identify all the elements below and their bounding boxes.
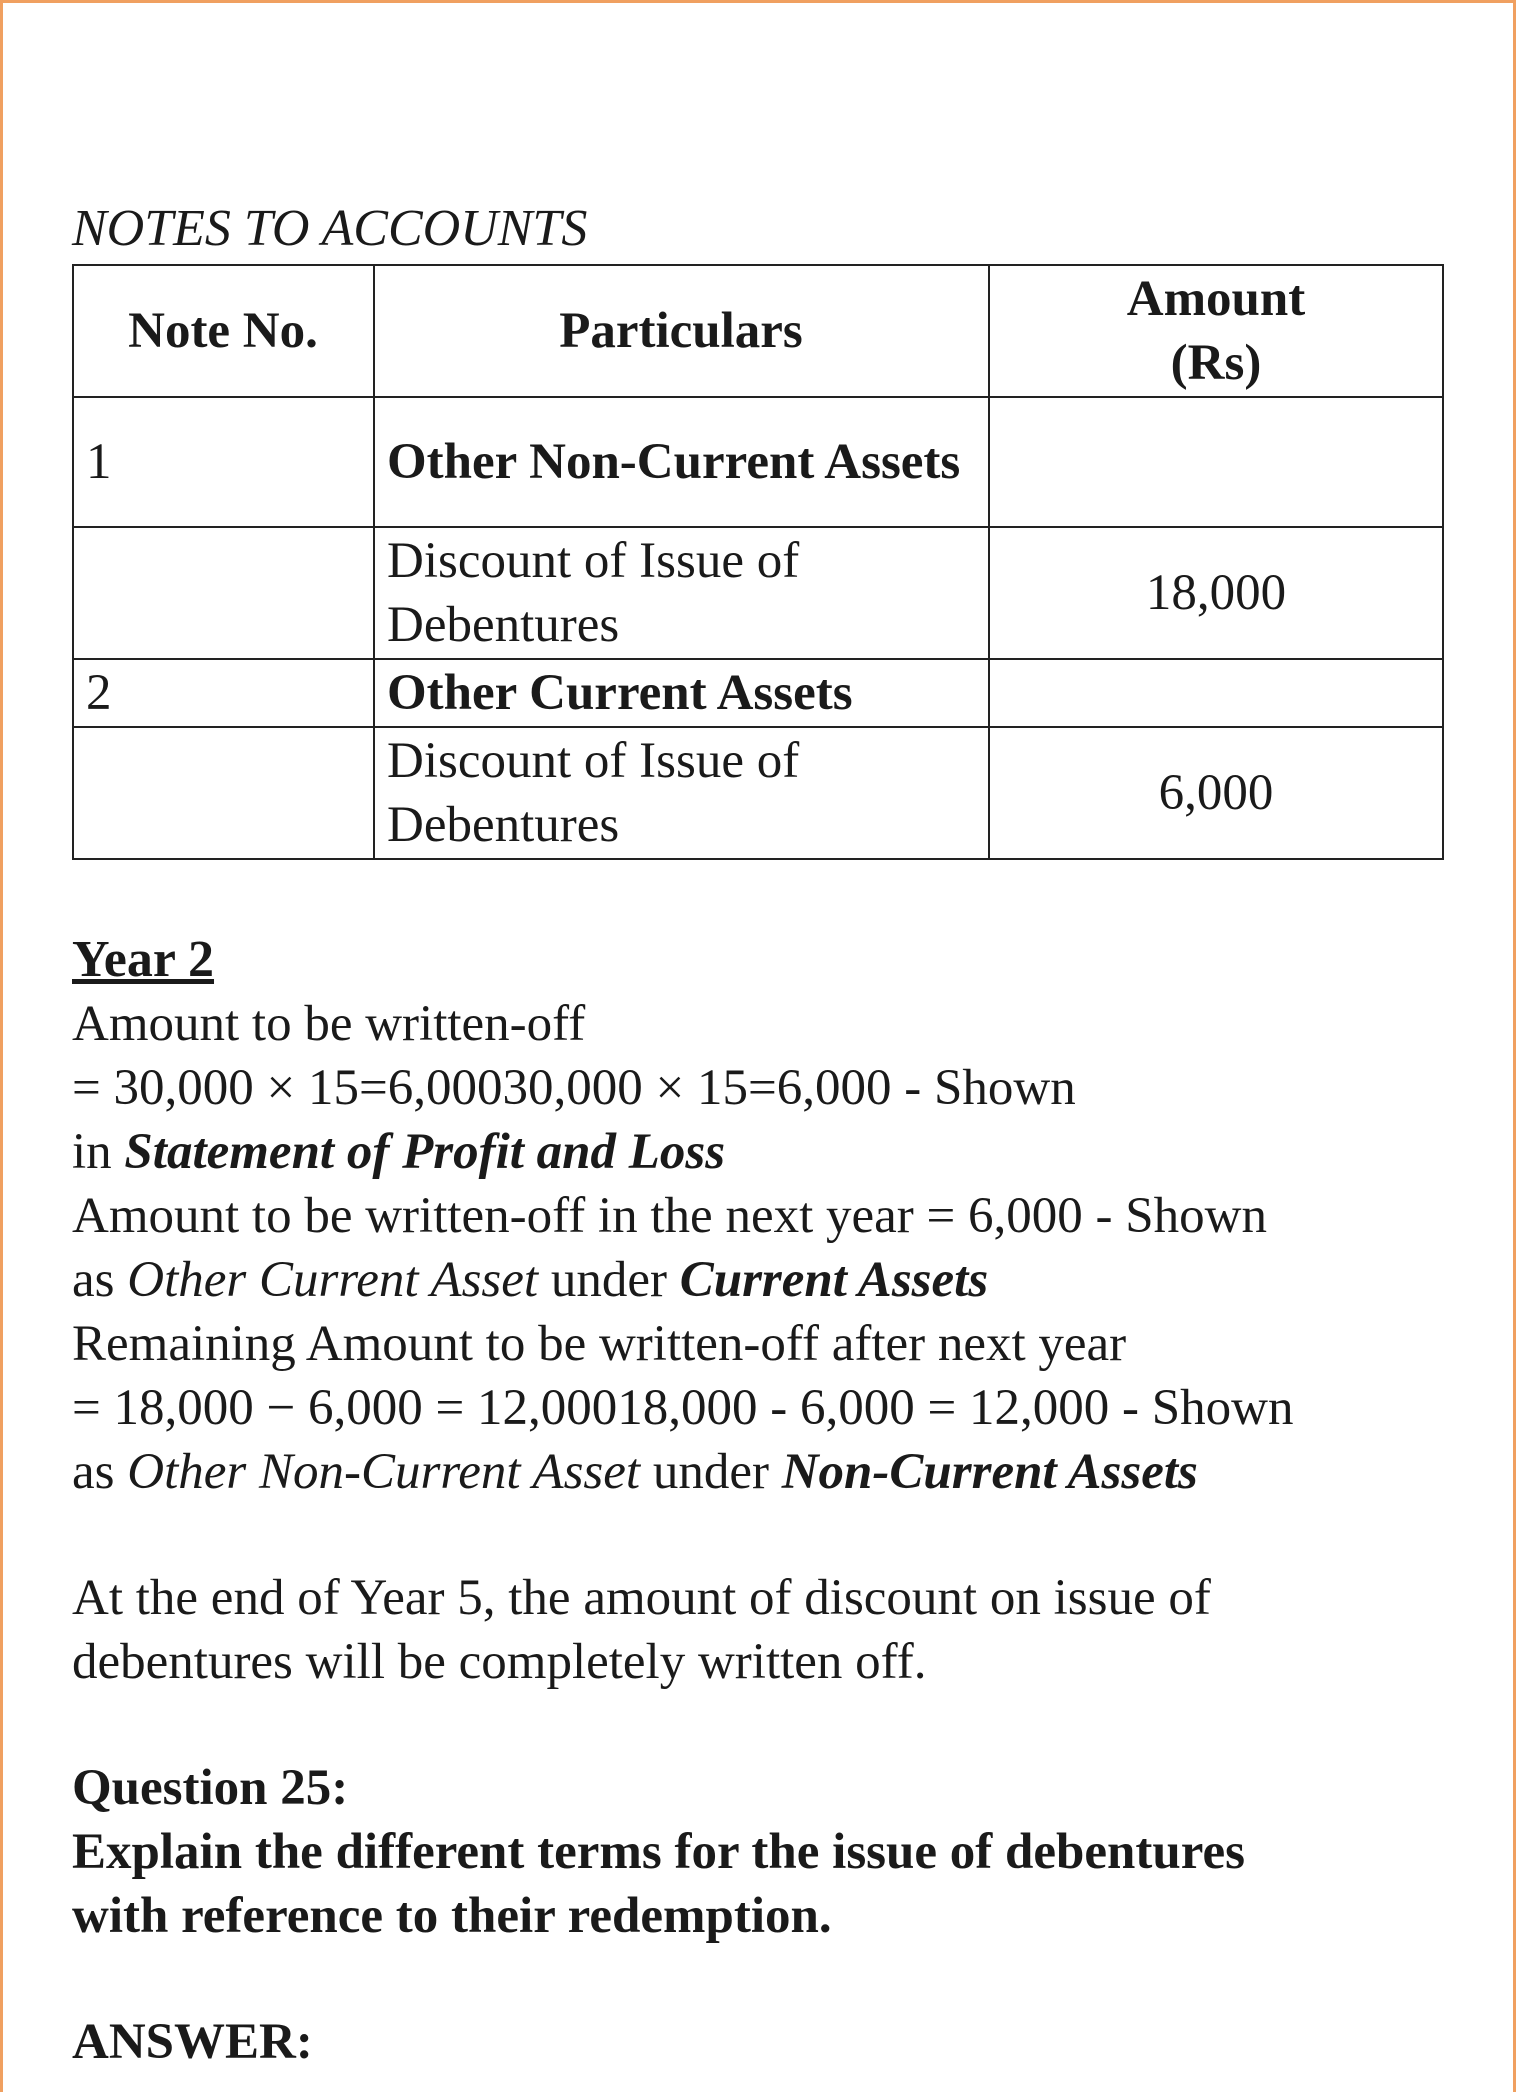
particulars-cell: Discount of Issue of Debentures <box>374 527 989 659</box>
note-number <box>73 727 374 859</box>
year2-line1: Amount to be written-off <box>72 996 586 1052</box>
table-row <box>73 527 1443 659</box>
particulars-cell: Other Non-Current Assets <box>374 397 989 527</box>
spacer <box>72 1948 1452 2010</box>
question-line1: Explain the different terms for the issue of debentures <box>72 1824 1245 1880</box>
amount-cell <box>989 659 1443 727</box>
conclusion-line1: At the end of Year 5, the amount of discount on issue of <box>72 1570 1211 1626</box>
table-row <box>73 397 1443 527</box>
note-number <box>73 527 374 659</box>
current-assets: Current Assets <box>679 1252 989 1308</box>
header-particulars: Particulars <box>374 265 989 397</box>
particulars-cell: Other Current Assets <box>374 659 989 727</box>
question-line2: with reference to their redemption. <box>72 1888 832 1944</box>
year2-line3 <box>72 1120 1452 1184</box>
year2-line5-mid: under <box>538 1252 680 1308</box>
year2-line7: = 18,000 − 6,000 = 12,00018,000 - 6,000 = 12,000 - Shown <box>72 1380 1294 1436</box>
year2-line3-pre: in <box>72 1124 125 1180</box>
other-current-asset: Other Current Asset <box>127 1252 539 1308</box>
table-row <box>73 727 1443 859</box>
year2-line2: = 30,000 × 15=6,00030,000 × 15=6,000 - Shown <box>72 1060 1076 1116</box>
year2-heading: Year 2 <box>72 931 215 988</box>
header-amount-line1: Amount <box>1126 271 1306 327</box>
year2-line4: Amount to be written-off in the next year = 6,000 - Shown <box>72 1188 1267 1244</box>
year2-line5 <box>72 1248 1452 1312</box>
statement-profit-loss: Statement of Profit and Loss <box>124 1124 726 1180</box>
answer-label: ANSWER: <box>72 2014 313 2070</box>
year2-line8-pre: as <box>72 1444 128 1500</box>
other-non-current-asset: Other Non-Current Asset <box>127 1444 641 1500</box>
document-content <box>72 196 1452 2074</box>
year2-line5-pre: as <box>72 1252 128 1308</box>
question-label: Question 25: <box>72 1760 349 1816</box>
table-row <box>73 659 1443 727</box>
note-number: 2 <box>73 659 374 727</box>
year2-line8 <box>72 1440 1452 1504</box>
table-header-row <box>73 265 1443 397</box>
year2-line8-mid: under <box>640 1444 782 1500</box>
amount-cell <box>989 397 1443 527</box>
header-note-no: Note No. <box>73 265 374 397</box>
particulars-cell: Discount of Issue of Debentures <box>374 727 989 859</box>
amount-cell: 18,000 <box>989 527 1443 659</box>
spacer <box>72 1694 1452 1756</box>
spacer <box>72 1504 1452 1566</box>
header-amount-line2: (Rs) <box>1170 335 1262 391</box>
note-number: 1 <box>73 397 374 527</box>
amount-cell: 6,000 <box>989 727 1443 859</box>
non-current-assets: Non-Current Assets <box>781 1444 1198 1500</box>
notes-table <box>72 264 1444 860</box>
notes-title: NOTES TO ACCOUNTS <box>72 200 588 257</box>
header-amount <box>989 265 1443 397</box>
year2-line6: Remaining Amount to be written-off after next year <box>72 1316 1127 1372</box>
conclusion-line2: debentures will be completely written off. <box>72 1634 927 1690</box>
